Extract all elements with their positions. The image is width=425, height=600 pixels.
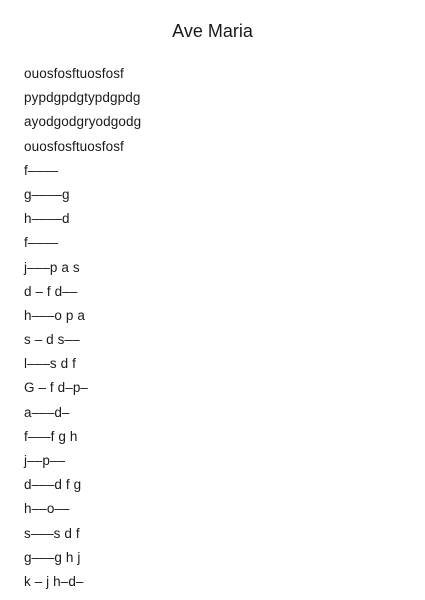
- notation-line: h––o––: [24, 501, 70, 517]
- notation-line: j–––p a s: [24, 259, 80, 275]
- notation-line: G – f d–p–: [24, 380, 89, 396]
- notation-line: d–––d f g: [24, 477, 82, 493]
- notation-line: ouosfosftuosfosf: [24, 138, 124, 154]
- notation-line: g––––g: [24, 186, 70, 202]
- notation-line: pypdgpdgtypdgpdg: [24, 90, 141, 106]
- notation-line: h–––o p a: [24, 307, 85, 323]
- notation-line: l–––s d f: [24, 356, 76, 372]
- notation-line: g–––g h j: [24, 549, 81, 565]
- notation-line: f––––: [24, 235, 59, 251]
- notation-line: ouosfosftuosfosf: [24, 66, 124, 81]
- notation-line: a–––d–: [24, 404, 70, 420]
- notation-line: s–––s d f: [24, 525, 80, 541]
- notation-line: f–––f g h: [24, 428, 78, 444]
- notation-lines: [24, 62, 141, 594]
- notation-line: s – d s––: [24, 332, 80, 348]
- notation-line: j––p––: [24, 453, 66, 468]
- notation-line: ayodgodgryodgodg: [24, 114, 142, 130]
- notation-line: k – j h–d–: [24, 573, 84, 589]
- notation-line: d – f d––: [24, 283, 78, 299]
- notation-line: f––––: [24, 162, 59, 178]
- page-title: Ave Maria: [172, 21, 253, 41]
- notation-line: h––––d: [24, 211, 70, 227]
